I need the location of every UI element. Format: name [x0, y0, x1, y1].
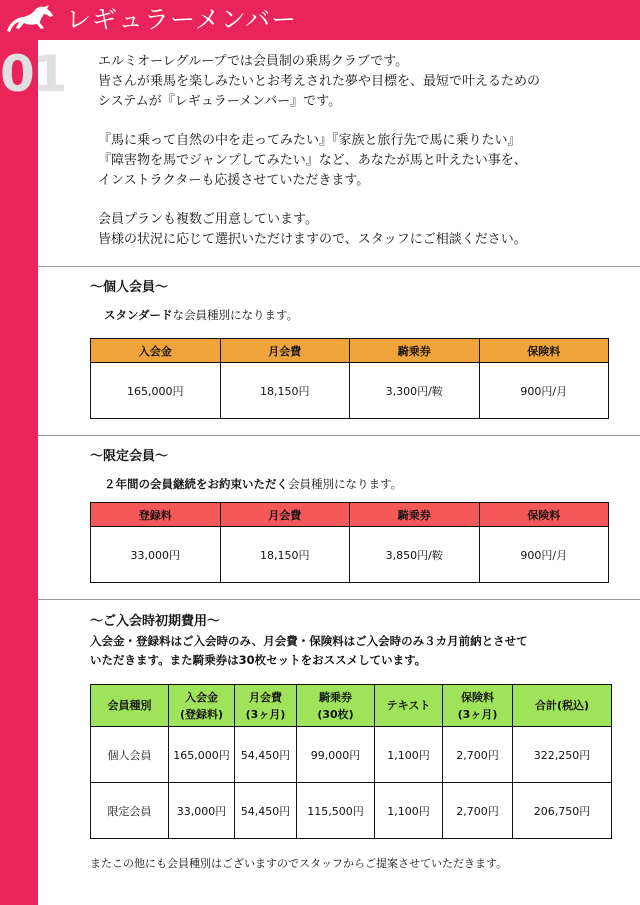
table-cell: 54,450円	[235, 783, 297, 839]
section-number: 01	[0, 45, 66, 103]
limited-desc: ２年間の会員継続をお約束いただく会員種別になります。	[104, 477, 403, 491]
table-cell: 1,100円	[375, 783, 443, 839]
intro-paragraph-3: 会員プランも複数ご用意しています。 皆様の状況に応じて選択いただけますので、スタッフにご相談ください。	[98, 212, 527, 247]
individual-price-table	[90, 338, 609, 419]
table-header-cell: 合計(税込)	[513, 685, 612, 727]
table-header-cell: 入会金	[91, 339, 221, 363]
limited-title: 〜限定会員〜	[90, 449, 169, 464]
table-header-cell: 月会費	[220, 339, 350, 363]
table-cell: 1,100円	[375, 727, 443, 783]
table-row	[91, 527, 609, 583]
individual-desc: スタンダードな会員種別になります。	[104, 308, 299, 322]
divider	[38, 266, 640, 267]
table-header-cell: 騎乗券 (30枚)	[297, 685, 375, 727]
intro-paragraph-2: 『馬に乗って自然の中を走ってみたい』『家族と旅行先で馬に乗りたい』 『障害物を馬でジャンプしてみたい』など、あなたが馬と叶えたい事を、 インストラクターも応援させていただきます。	[98, 133, 527, 188]
table-header-row	[91, 503, 609, 527]
footer-note: またこの他にも会員種別はございますのでスタッフからご提案させていただきます。	[90, 857, 508, 870]
table-cell: 18,150円	[220, 527, 350, 583]
side-accent-bar	[0, 0, 38, 905]
table-cell: 個人会員	[91, 727, 169, 783]
table-cell: 206,750円	[513, 783, 612, 839]
table-row	[91, 727, 612, 783]
divider	[38, 435, 640, 436]
table-cell: 165,000円	[169, 727, 235, 783]
intro-text	[98, 52, 628, 250]
table-header-cell: 騎乗券	[350, 503, 480, 527]
table-header-cell: 保険料	[479, 503, 609, 527]
table-cell: 3,850円/鞍	[350, 527, 480, 583]
initial-title: 〜ご入会時初期費用〜	[90, 614, 221, 629]
table-cell: 3,300円/鞍	[350, 363, 480, 419]
table-cell: 54,450円	[235, 727, 297, 783]
table-cell: 99,000円	[297, 727, 375, 783]
table-header-cell: 月会費	[220, 503, 350, 527]
table-header-cell: 月会費 (3ヶ月)	[235, 685, 297, 727]
table-cell: 2,700円	[443, 727, 513, 783]
table-cell: 322,250円	[513, 727, 612, 783]
table-cell: 2,700円	[443, 783, 513, 839]
table-cell: 限定会員	[91, 783, 169, 839]
table-header-cell: 騎乗券	[350, 339, 480, 363]
table-cell: 115,500円	[297, 783, 375, 839]
table-header-cell: 保険料	[479, 339, 609, 363]
header-bar	[0, 0, 640, 40]
table-cell: 33,000円	[91, 527, 221, 583]
limited-price-table	[90, 502, 609, 583]
table-header-cell: テキスト	[375, 685, 443, 727]
table-header-cell: 登録料	[91, 503, 221, 527]
initial-fee-table	[90, 684, 612, 839]
table-cell: 165,000円	[91, 363, 221, 419]
table-row	[91, 363, 609, 419]
intro-paragraph-1: エルミオーレグループでは会員制の乗馬クラブです。 皆さんが乗馬を楽しみたいとお考えされた夢や目標を、最短で叶えるための システムが『レギュラーメンバー』です。	[98, 54, 541, 109]
table-cell: 18,150円	[220, 363, 350, 419]
individual-title: 〜個人会員〜	[90, 280, 169, 295]
table-header-row	[91, 339, 609, 363]
divider	[38, 599, 640, 600]
table-cell: 900円/月	[479, 363, 609, 419]
table-row	[91, 783, 612, 839]
table-header-cell: 会員種別	[91, 685, 169, 727]
table-cell: 900円/月	[479, 527, 609, 583]
page-title: レギュラーメンバー	[66, 5, 298, 34]
table-header-row	[91, 685, 612, 727]
table-cell: 33,000円	[169, 783, 235, 839]
initial-desc: 入会金・登録料はご入会時のみ、月会費・保険料はご入会時のみ３カ月前納とさせて いただきます。また騎乗券は30枚セットをおススメしています。	[90, 634, 528, 667]
table-header-cell: 入会金 (登録料)	[169, 685, 235, 727]
table-header-cell: 保険料 (3ヶ月)	[443, 685, 513, 727]
horse-logo-icon	[4, 4, 56, 36]
